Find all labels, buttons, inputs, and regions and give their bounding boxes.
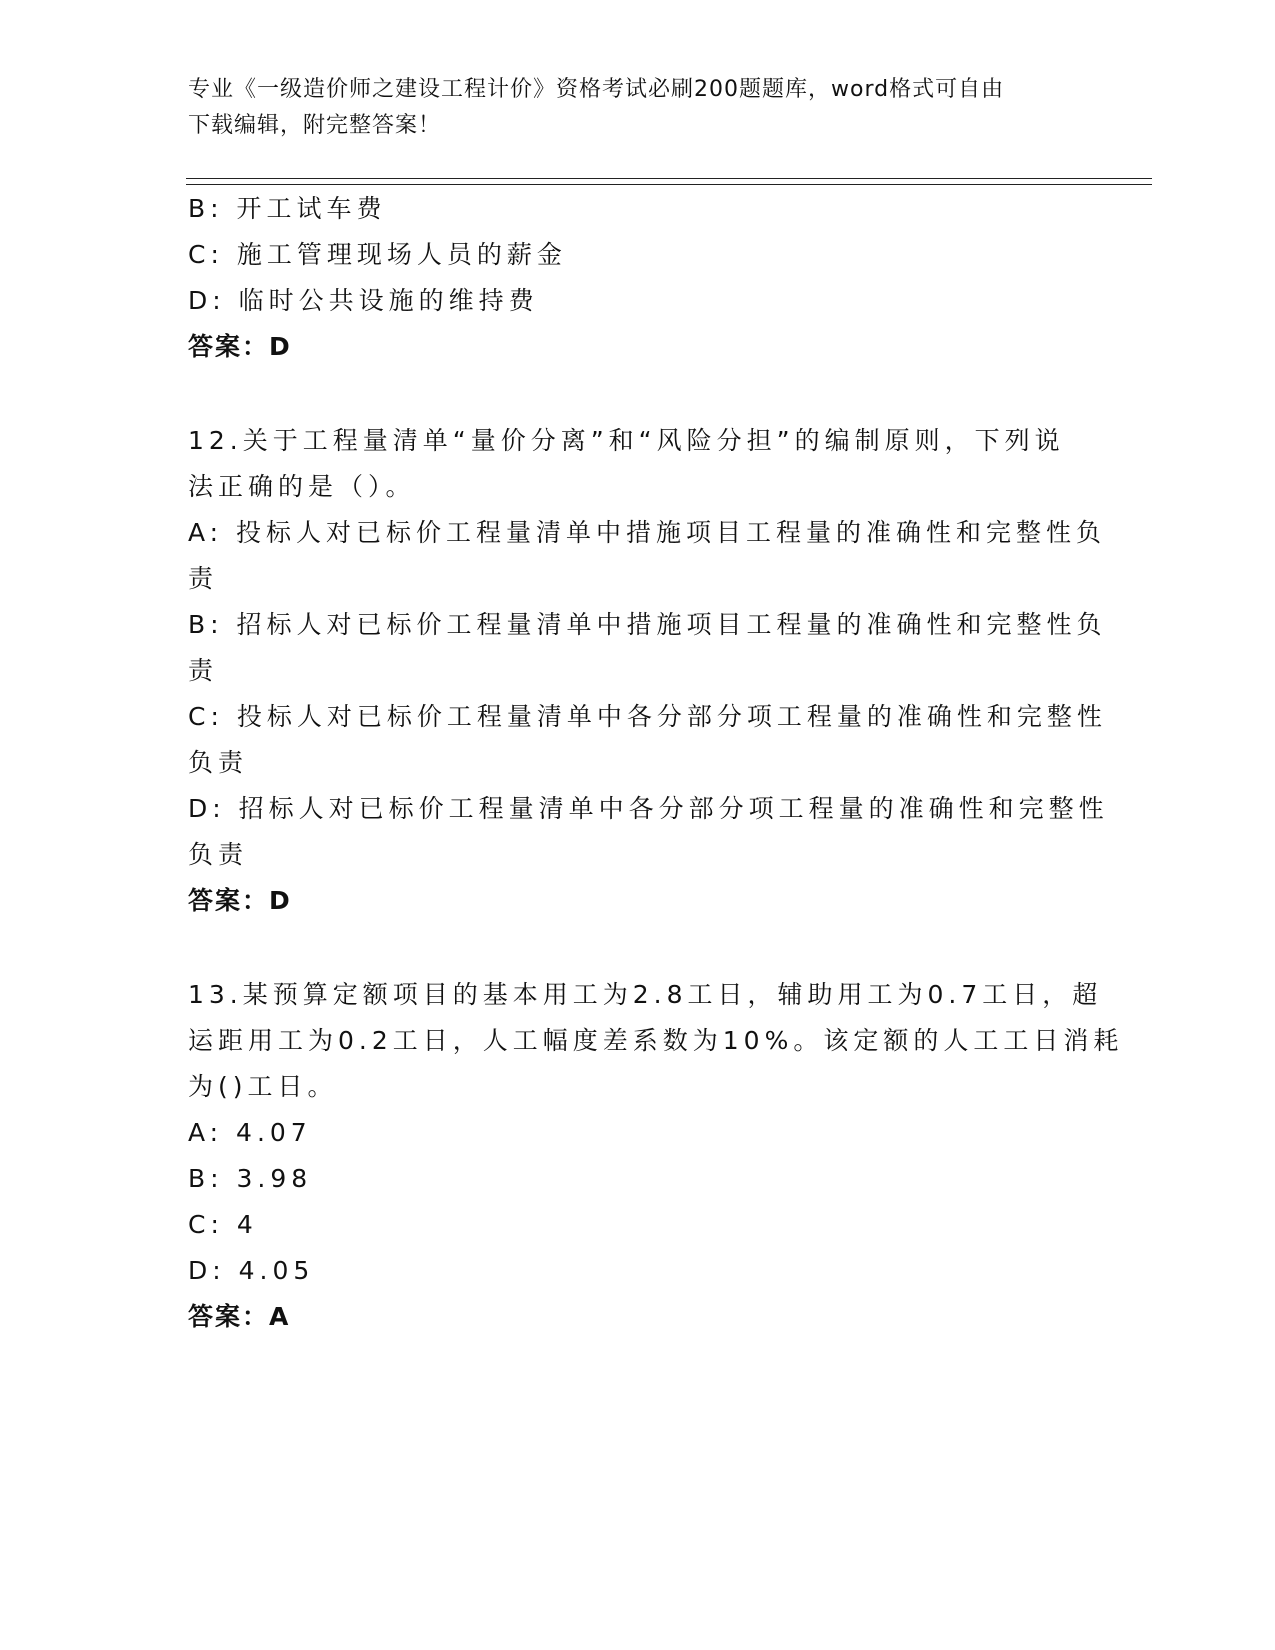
option-c-cont: 负责 xyxy=(188,748,249,777)
option-b: B: 3.98 xyxy=(188,1164,313,1193)
question-stem-line: 运距用工为0.2工日，人工幅度差系数为10%。该定额的人工工日消耗 xyxy=(188,1026,1124,1055)
option-d: D: 临时公共设施的维持费 xyxy=(188,286,539,315)
question-stem-line: 法正确的是（）。 xyxy=(188,472,416,501)
spacer xyxy=(188,370,1088,418)
question-12 xyxy=(188,418,1109,924)
option-b: B: 招标人对已标价工程量清单中措施项目工程量的准确性和完整性负 xyxy=(188,610,1107,639)
option-b-cont: 责 xyxy=(188,656,219,685)
answer: 答案：D xyxy=(188,332,292,361)
option-c: C: 4 xyxy=(188,1210,258,1239)
question-11-tail xyxy=(188,186,1088,370)
header-line-2: 下载编辑，附完整答案！ xyxy=(188,113,442,138)
header-line-1: 专业《一级造价师之建设工程计价》资格考试必刷200题题库，word格式可自由 xyxy=(188,77,1005,102)
option-a: A: 投标人对已标价工程量清单中措施项目工程量的准确性和完整性负 xyxy=(188,518,1107,547)
question-stem-line: 为()工日。 xyxy=(188,1072,338,1101)
option-a: A: 4.07 xyxy=(188,1118,312,1147)
option-d: D: 4.05 xyxy=(188,1256,315,1285)
question-stem-line: 12.关于工程量清单“量价分离”和“风险分担”的编制原则，下列说 xyxy=(188,426,1065,455)
question-stem-line: 13.某预算定额项目的基本用工为2.8工日，辅助用工为0.7工日，超 xyxy=(188,980,1103,1009)
option-c: C: 投标人对已标价工程量清单中各分部分项工程量的准确性和完整性 xyxy=(188,702,1107,731)
header-divider xyxy=(186,178,1152,185)
spacer xyxy=(188,924,1088,972)
option-d: D: 招标人对已标价工程量清单中各分部分项工程量的准确性和完整性 xyxy=(188,794,1109,823)
question-13 xyxy=(188,972,1124,1340)
option-c: C: 施工管理现场人员的薪金 xyxy=(188,240,567,269)
option-d-cont: 负责 xyxy=(188,840,249,869)
page-header xyxy=(188,72,1088,144)
answer: 答案：D xyxy=(188,886,292,915)
document-body xyxy=(188,186,1124,1340)
option-a-cont: 责 xyxy=(188,564,219,593)
answer: 答案：A xyxy=(188,1302,291,1331)
option-b: B: 开工试车费 xyxy=(188,194,387,223)
